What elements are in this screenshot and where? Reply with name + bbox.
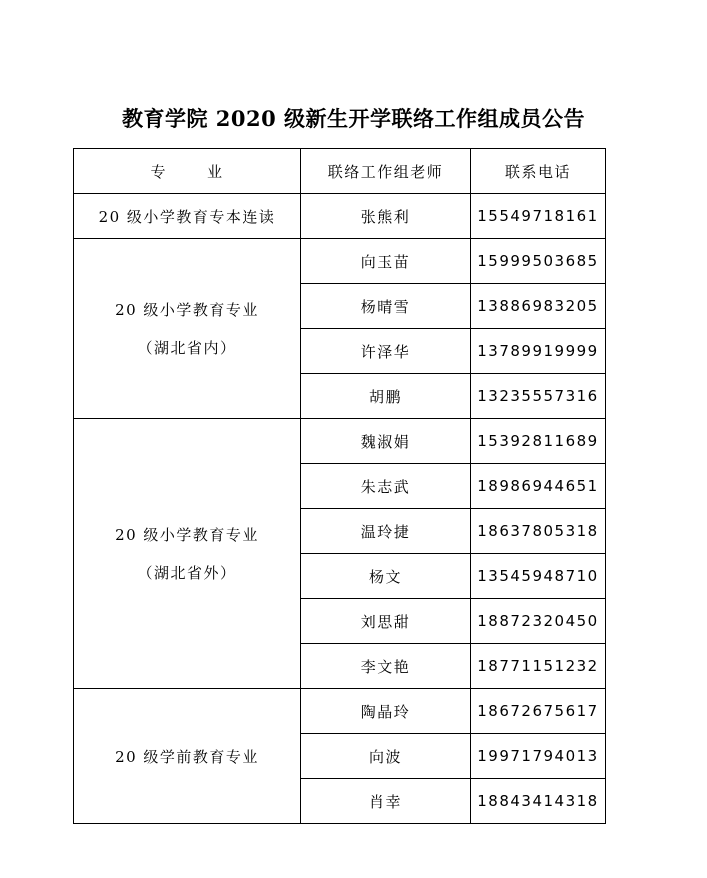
teacher-name: 肖幸	[301, 779, 471, 824]
teacher-name: 杨文	[301, 554, 471, 599]
teacher-name: 刘思甜	[301, 599, 471, 644]
major-cell: 20 级学前教育专业	[74, 689, 301, 824]
teacher-name: 魏淑娟	[301, 419, 471, 464]
phone-number: 19971794013	[471, 734, 606, 779]
major-cell: 20 级小学教育专本连读	[74, 194, 301, 239]
phone-number: 18843414318	[471, 779, 606, 824]
major-cell	[74, 239, 301, 419]
header-phone: 联系电话	[471, 149, 606, 194]
teacher-name: 李文艳	[301, 644, 471, 689]
contact-table	[73, 148, 606, 824]
teacher-name: 杨晴雪	[301, 284, 471, 329]
table-row	[74, 239, 606, 284]
major-scope: （湖北省内）	[137, 338, 237, 357]
teacher-name: 张熊利	[301, 194, 471, 239]
teacher-name: 温玲捷	[301, 509, 471, 554]
phone-number: 18771151232	[471, 644, 606, 689]
header-row	[74, 149, 606, 194]
teacher-name: 朱志武	[301, 464, 471, 509]
major-name: 20 级小学教育专业	[115, 300, 259, 319]
header-major: 专 业	[74, 149, 301, 194]
table-row	[74, 194, 606, 239]
table-row	[74, 689, 606, 734]
major-name: 20 级小学教育专业	[115, 525, 259, 544]
header-teacher: 联络工作组老师	[301, 149, 471, 194]
phone-number: 13235557316	[471, 374, 606, 419]
phone-number: 13789919999	[471, 329, 606, 374]
phone-number: 18672675617	[471, 689, 606, 734]
teacher-name: 许泽华	[301, 329, 471, 374]
phone-number: 15999503685	[471, 239, 606, 284]
table-row	[74, 419, 606, 464]
phone-number: 15392811689	[471, 419, 606, 464]
phone-number: 18986944651	[471, 464, 606, 509]
major-cell	[74, 419, 301, 689]
phone-number: 18637805318	[471, 509, 606, 554]
phone-number: 13886983205	[471, 284, 606, 329]
major-scope: （湖北省外）	[137, 563, 237, 582]
teacher-name: 胡鹏	[301, 374, 471, 419]
phone-number: 18872320450	[471, 599, 606, 644]
phone-number: 15549718161	[471, 194, 606, 239]
teacher-name: 向玉苗	[301, 239, 471, 284]
page-title: 教育学院 2020 级新生开学联络工作组成员公告	[121, 106, 586, 131]
teacher-name: 向波	[301, 734, 471, 779]
phone-number: 13545948710	[471, 554, 606, 599]
teacher-name: 陶晶玲	[301, 689, 471, 734]
